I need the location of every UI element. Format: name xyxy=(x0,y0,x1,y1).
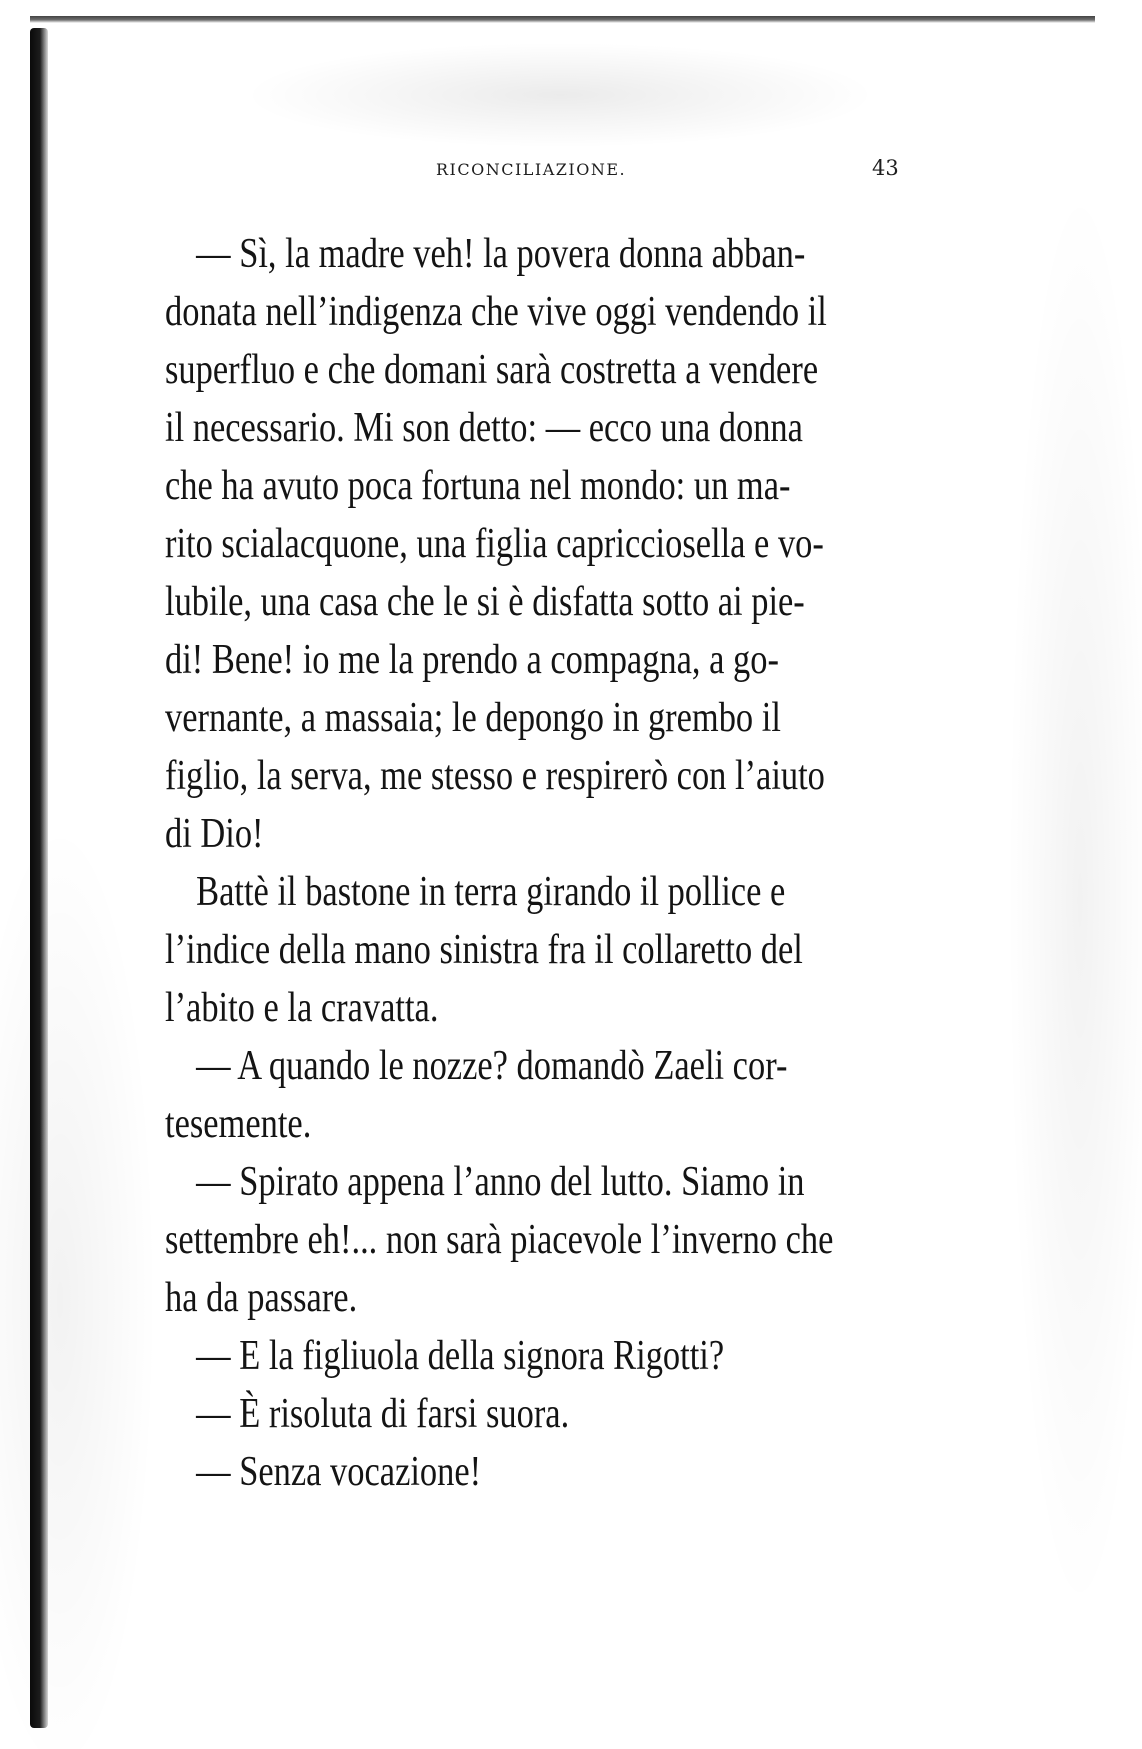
paragraph xyxy=(165,1443,905,1501)
text-line: figlio, la serva, me stesso e respirerò con l’aiuto xyxy=(165,753,825,799)
paragraph xyxy=(165,1327,905,1385)
text-line: Battè il bastone in terra girando il pollice e xyxy=(196,869,786,915)
text-line: — A quando le nozze? domandò Zaeli cor- xyxy=(196,1043,788,1089)
text-line: tesemente. xyxy=(165,1101,312,1147)
text-line: il necessario. Mi son detto: — ecco una donna xyxy=(165,405,803,451)
body-text xyxy=(165,225,905,1501)
text-line: — È risoluta di farsi suora. xyxy=(196,1391,570,1437)
paragraph xyxy=(165,1037,905,1153)
text-line: ha da passare. xyxy=(165,1275,358,1321)
paragraph xyxy=(165,1385,905,1443)
text-line: l’abito e la cravatta. xyxy=(165,985,439,1031)
text-line: donata nell’indigenza che vive oggi vendendo il xyxy=(165,289,827,335)
text-line: settembre eh!... non sarà piacevole l’inverno che xyxy=(165,1217,834,1263)
paragraph xyxy=(165,225,905,863)
text-line: che ha avuto poca fortuna nel mondo: un ma- xyxy=(165,463,791,509)
text-line: lubile, una casa che le si è disfatta sotto ai pie- xyxy=(165,579,805,625)
page-top-edge xyxy=(30,16,1095,23)
text-line: l’indice della mano sinistra fra il collaretto del xyxy=(165,927,803,973)
text-line: — Senza vocazione! xyxy=(196,1449,482,1495)
paragraph xyxy=(165,863,905,1037)
paragraph xyxy=(165,1153,905,1327)
running-title: RICONCILIAZIONE. xyxy=(436,160,627,179)
text-line: vernante, a massaia; le depongo in grembo il xyxy=(165,695,781,741)
text-line: — Spirato appena l’anno del lutto. Siamo in xyxy=(196,1159,805,1205)
text-line: — Sì, la madre veh! la povera donna abban- xyxy=(196,231,806,277)
binding-edge xyxy=(30,28,48,1728)
text-line: — E la figliuola della signora Rigotti? xyxy=(196,1333,725,1379)
page-number: 43 xyxy=(872,156,899,180)
running-header xyxy=(0,156,1142,190)
text-line: rito scialacquone, una figlia capricciosella e vo- xyxy=(165,521,824,567)
text-line: di! Bene! io me la prendo a compagna, a go- xyxy=(165,637,779,683)
text-line: di Dio! xyxy=(165,811,264,857)
text-line: superfluo e che domani sarà costretta a vendere xyxy=(165,347,819,393)
